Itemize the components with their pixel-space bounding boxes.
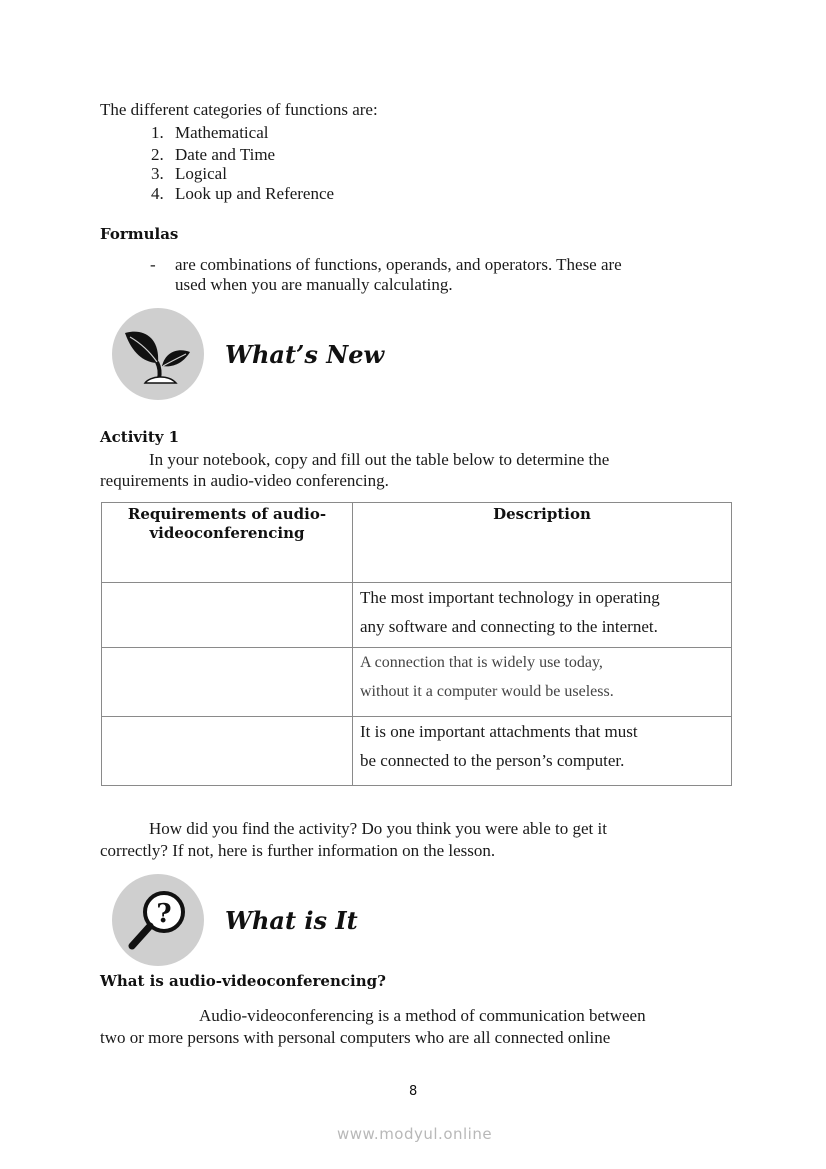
description-line: without it a computer would be useless. (360, 683, 614, 700)
formulas-line-1: are combinations of functions, operands, and operators. These are (175, 255, 622, 274)
list-item (151, 164, 227, 184)
list-item (151, 123, 268, 143)
description-line: be connected to the person’s computer. (360, 751, 625, 770)
definition-title: What is audio-videoconferencing? (100, 972, 386, 990)
table-row (102, 717, 732, 786)
description-cell (353, 648, 732, 717)
table-row (102, 583, 732, 648)
reflection-line-1: How did you find the activity? Do you think you were able to get it (149, 819, 607, 838)
list-item (151, 184, 334, 204)
activity-title: Activity 1 (100, 428, 180, 446)
what-is-it-heading: What is It (225, 906, 358, 935)
list-number: 2. (151, 145, 164, 164)
table-header-row (102, 503, 732, 583)
plant-sprout-icon (112, 308, 204, 400)
description-cell (353, 717, 732, 786)
description-cell (353, 583, 732, 648)
list-item (151, 145, 275, 165)
description-line: The most important technology in operating (360, 588, 660, 607)
list-number: 1. (151, 123, 164, 142)
whats-new-icon-circle (112, 308, 204, 400)
description-line: It is one important attachments that must (360, 722, 638, 741)
header-description-label: Description (493, 505, 591, 523)
magnifier-question-icon (112, 874, 204, 966)
list-label: Mathematical (175, 123, 269, 142)
reflection-line-2: correctly? If not, here is further information on the lesson. (100, 841, 496, 860)
formulas-line-2: used when you are manually calculating. (175, 275, 453, 294)
list-label: Look up and Reference (175, 184, 335, 203)
intro-text: The different categories of functions are: (100, 100, 378, 119)
description-line: A connection that is widely use today, (360, 654, 603, 671)
description-line: any software and connecting to the internet. (360, 617, 658, 636)
header-requirements-line-2: videoconferencing (149, 524, 305, 542)
whats-new-heading: What’s New (225, 340, 385, 369)
definition-line-2: two or more persons with personal computers who are all connected online (100, 1028, 611, 1047)
list-label: Logical (175, 164, 227, 183)
what-is-it-icon-circle (112, 874, 204, 966)
list-number: 3. (151, 164, 164, 183)
requirement-cell (102, 583, 353, 648)
requirements-table (101, 502, 732, 786)
header-requirements (102, 503, 353, 583)
requirement-cell (102, 648, 353, 717)
page-number: 8 (409, 1084, 418, 1099)
table-row (102, 648, 732, 717)
header-requirements-line-1: Requirements of audio- (127, 505, 327, 523)
definition-line-1: Audio-videoconferencing is a method of communication between (199, 1006, 646, 1025)
activity-instruction-line-2: requirements in audio-video conferencing. (100, 471, 389, 490)
list-label: Date and Time (175, 145, 276, 164)
formulas-title: Formulas (100, 225, 179, 243)
requirement-cell (102, 717, 353, 786)
list-number: 4. (151, 184, 164, 203)
svg-text:?: ? (156, 899, 172, 929)
watermark: www.modyul.online (337, 1125, 493, 1143)
header-description (353, 503, 732, 583)
formulas-bullet: - (150, 255, 156, 274)
activity-instruction-line-1: In your notebook, copy and fill out the table below to determine the (149, 450, 610, 469)
